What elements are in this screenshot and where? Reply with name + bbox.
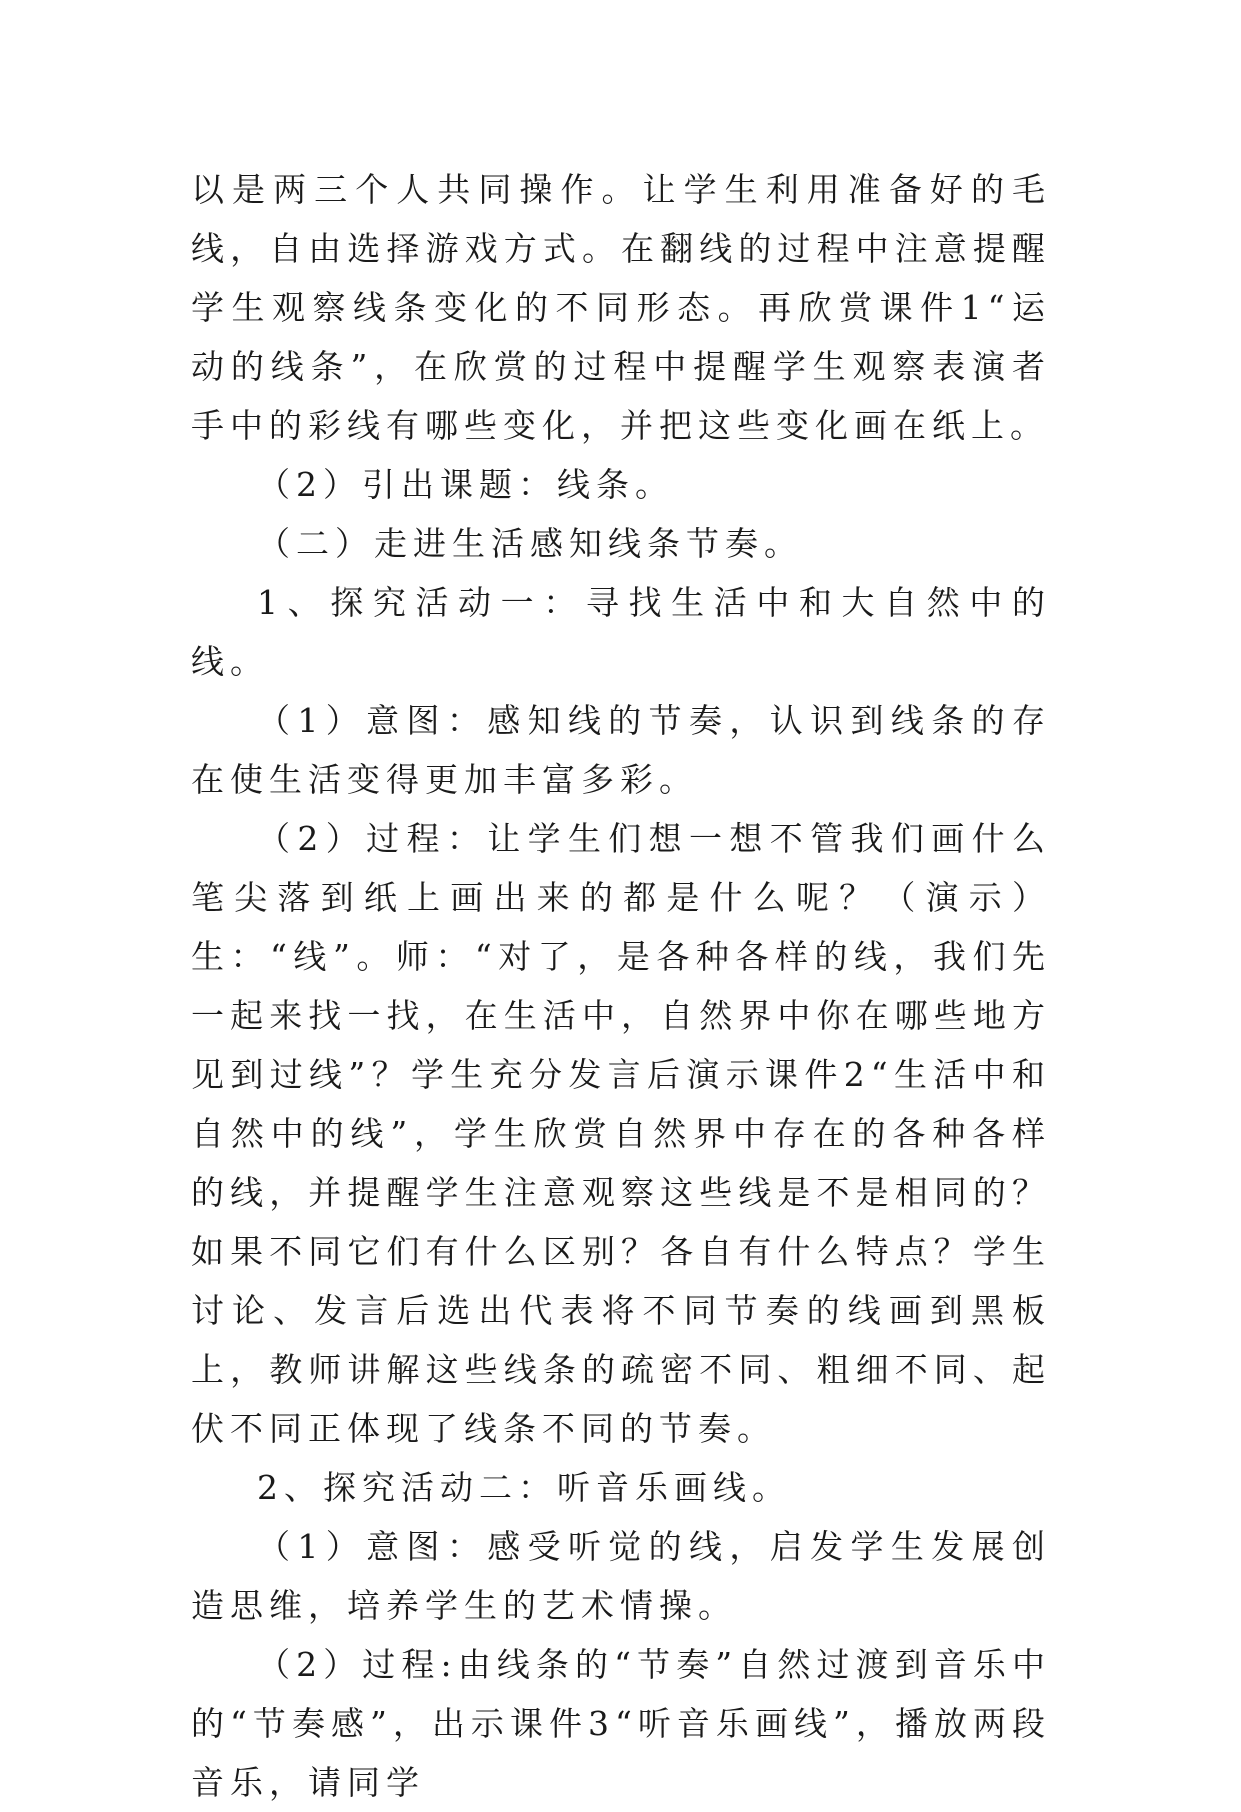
section-heading: （二）走进生活感知线条节奏。 [257,524,803,563]
activity-one-intent: （1）意图：感知线的节奏，认识到线条的存在使生活变得更加丰富多彩。 [191,701,1051,799]
activity-two-process: （2）过程:由线条的“节奏”自然过渡到音乐中的“节奏感”，出示课件3“听音乐画线”，播放两段音乐，请同学 [191,1645,1051,1802]
paragraph-topic: （2）引出课题：线条。 [257,465,674,504]
activity-one-process: （2）过程：让学生们想一想不管我们画什么笔尖落到纸上画出来的都是什么呢？（演示）生：“线”。师：“对了，是各种各样的线，我们先一起来找一找，在生活中，自然界中你在哪些地方见到过线”？学生充分发言后演示课件2“生活中和自然中的线”，学生欣赏自然界中存在的各种各样的线，并提醒学生注意观察这些线是不是相同的？如果不同它们有什么区别？各自有什么特点？学生讨论、发言后选出代表将不同节奏的线画到黑板上，教师讲解这些线条的疏密不同、粗细不同、起伏不同正体现了线条不同的节奏。 [191,819,1051,1448]
activity-two-heading: 2、探究活动二：听音乐画线。 [257,1468,791,1507]
document-body [191,160,1051,1812]
activity-one-heading: 1、探究活动一：寻找生活中和大自然中的线。 [191,583,1051,681]
activity-two-intent: （1）意图：感受听觉的线，启发学生发展创造思维，培养学生的艺术情操。 [191,1527,1051,1625]
paragraph-continuation: 以是两三个人共同操作。让学生利用准备好的毛线，自由选择游戏方式。在翻线的过程中注意提醒学生观察线条变化的不同形态。再欣赏课件1“运动的线条”，在欣赏的过程中提醒学生观察表演者手中的彩线有哪些变化，并把这些变化画在纸上。 [191,170,1051,445]
